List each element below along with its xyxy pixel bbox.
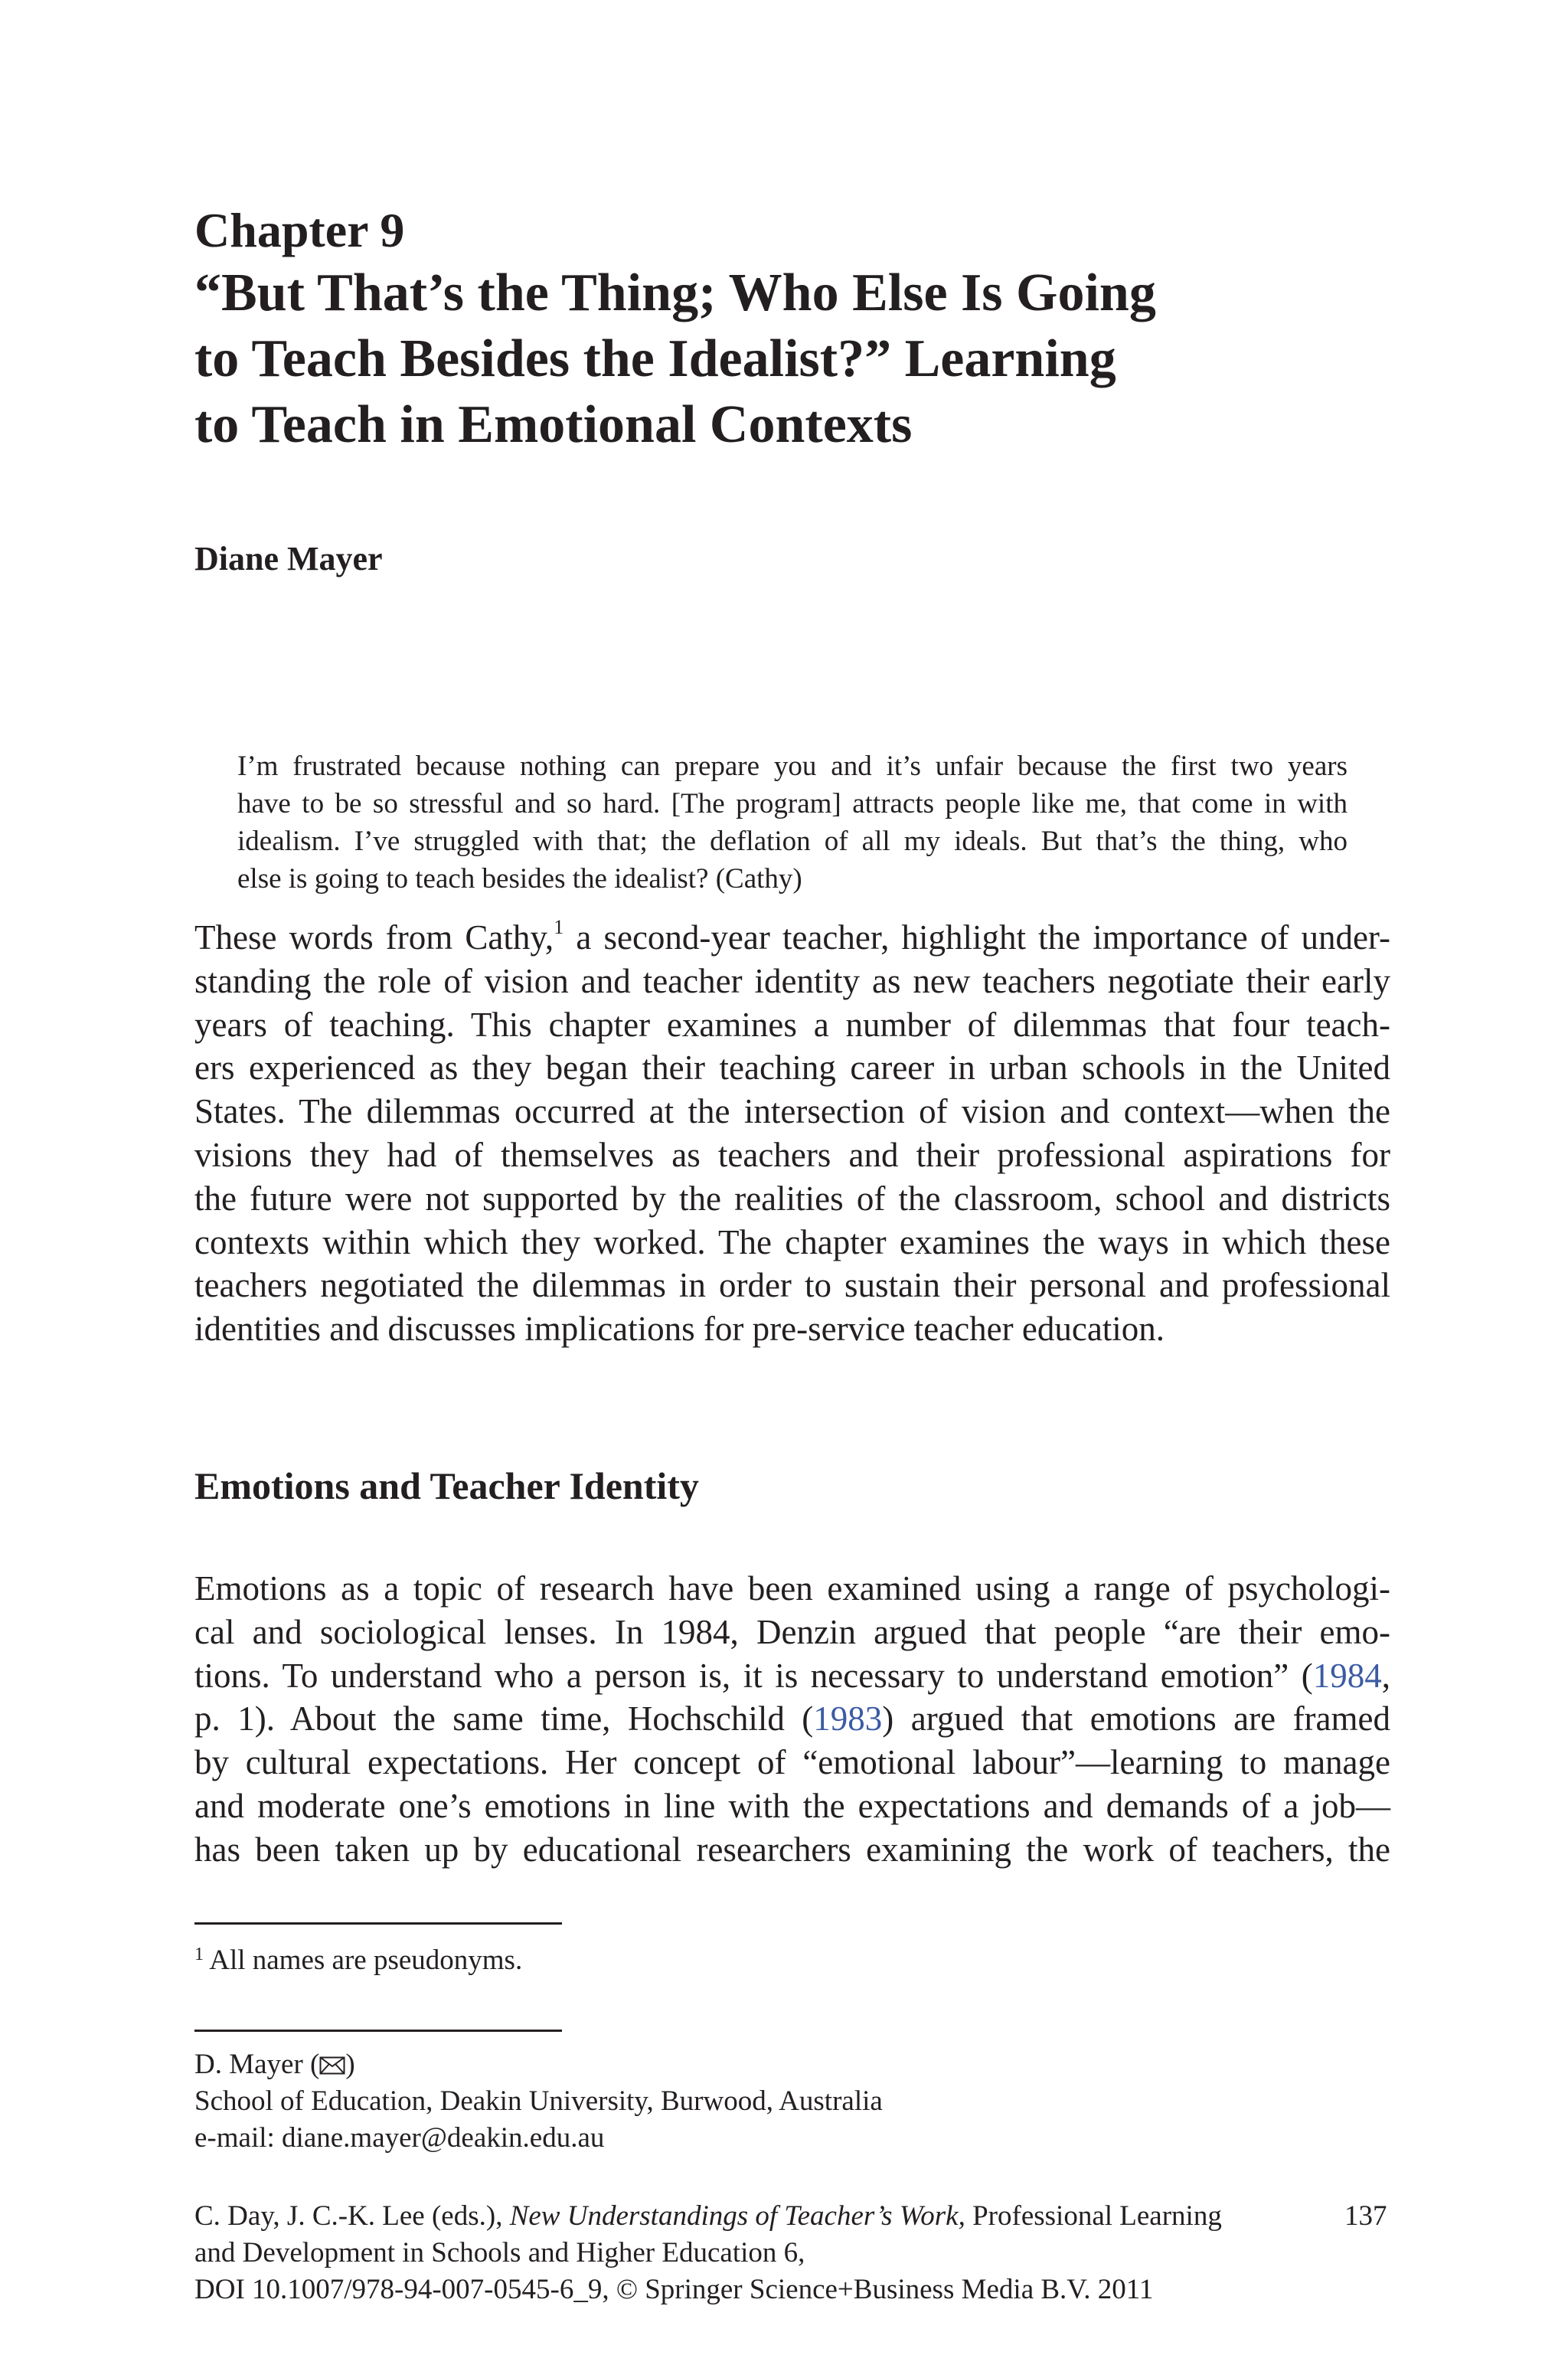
body-line: visions they had of themselves as teachers and their professional aspirations for [194,1135,1390,1174]
page-number: 137 [1344,2200,1387,2232]
body-line: has been taken up by educational researchers examining the work of teachers, the [194,1830,1390,1869]
text-segment: ) [345,2049,355,2080]
author-name: Diane Mayer [194,540,383,577]
epigraph-line: idealism. I’ve struggled with that; the deflation of all my ideals. But that’s the thing, who [237,826,1348,857]
text-segment: p. 1). About the same time, Hochschild ( [194,1699,814,1739]
body-line [194,916,1390,960]
chapter-title-line: to Teach in Emotional Contexts [194,395,913,454]
footnote-ref[interactable]: 1 [554,916,564,938]
envelope-icon[interactable] [319,2056,345,2075]
chapter-title-line: to Teach Besides the Idealist?” Learning [194,329,1116,388]
text-segment: a second-year teacher, highlight the importance of under- [564,918,1390,957]
body-line: identities and discusses implications for pre-service teacher education. [194,1310,1165,1349]
chapter-title [194,260,1419,458]
body-line: the future were not supported by the realities of the classroom, school and districts [194,1179,1390,1218]
affiliation-name-line [194,2046,883,2083]
body-line: and moderate one’s emotions in line with the expectations and demands of a job— [194,1786,1390,1825]
citation-line: and Development in Schools and Higher Education 6, [194,2237,805,2268]
epigraph-line: I’m frustrated because nothing can prepare you and it’s unfair because the first two years [237,751,1348,782]
epigraph [237,747,1348,898]
epigraph-line: have to be so stressful and so hard. [The program] attracts people like me, that come in with [237,788,1348,819]
citation-editors: C. Day, J. C.-K. Lee (eds.), [194,2200,510,2232]
footnote-divider [194,1922,562,1925]
text-segment: D. Mayer ( [194,2049,320,2080]
epigraph-line: else is going to teach besides the idealist? (Cathy) [237,863,802,895]
body-line: standing the role of vision and teacher identity as new teachers negotiate their early [194,961,1390,1000]
footnote-text: All names are pseudonyms. [209,1945,523,1976]
affiliation-email[interactable]: e-mail: diane.mayer@deakin.edu.au [194,2122,605,2154]
citation-line [194,2198,1222,2235]
body-line: cal and sociological lenses. In 1984, Denzin argued that people “are their emo- [194,1612,1390,1651]
body-line: years of teaching. This chapter examines a number of dilemmas that four teach- [194,1005,1390,1044]
citation-book-title: New Understandings of Teacher’s Work, [509,2200,965,2232]
body-line: by cultural expectations. Her concept of “emotional labour”—learning to manage [194,1743,1390,1782]
footnote [194,1942,522,1979]
author-affiliation [194,2046,883,2157]
section-heading: Emotions and Teacher Identity [194,1464,699,1507]
body-line: States. The dilemmas occurred at the intersection of vision and context—when the [194,1092,1390,1131]
text-segment: , [1381,1656,1390,1695]
citation-doi: DOI 10.1007/978-94-007-0545-6_9, © Springer Science+Business Media B.V. 2011 [194,2274,1154,2305]
chapter-title-line: “But That’s the Thing; Who Else Is Going [194,263,1156,322]
text-segment: tions. To understand who a person is, it is necessary to understand emotion” ( [194,1656,1313,1695]
affiliation-divider [194,2030,562,2032]
body-line: Emotions as a topic of research have been examined using a range of psychologi- [194,1569,1390,1608]
body-line: contexts within which they worked. The chapter examines the ways in which these [194,1222,1390,1261]
text-segment: ) argued that emotions are framed [882,1699,1390,1739]
body-line [194,1697,1390,1741]
affiliation-institution: School of Education, Deakin University, Burwood, Australia [194,2085,883,2117]
citation-link-1983[interactable]: 1983 [813,1699,883,1739]
footnote-number: 1 [194,1945,204,1964]
section-paragraph [194,1567,1390,1872]
intro-paragraph [194,916,1390,1351]
body-line: ers experienced as they began their teaching career in urban schools in the United [194,1048,1390,1088]
citation-link-1984[interactable]: 1984 [1312,1656,1382,1695]
chapter-label: Chapter 9 [194,203,405,257]
body-line: teachers negotiated the dilemmas in order to sustain their personal and professional [194,1266,1390,1305]
book-citation [194,2198,1222,2308]
body-line [194,1654,1390,1698]
citation-series: Professional Learning [965,2200,1222,2232]
text-segment: These words from Cathy, [194,918,554,957]
